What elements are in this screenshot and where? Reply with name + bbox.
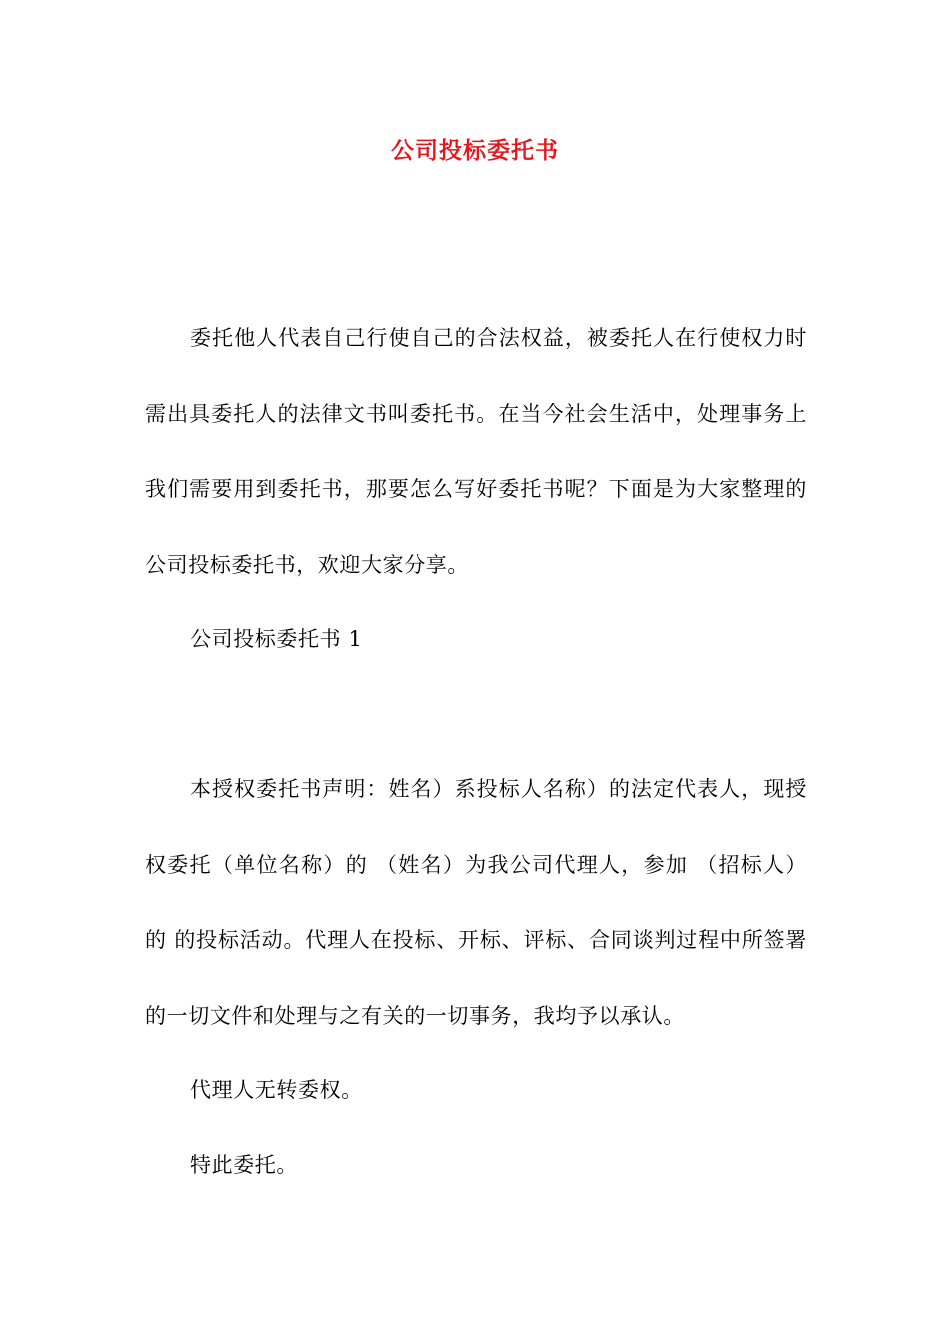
document-title: 公司投标委托书 xyxy=(391,138,559,164)
no-delegation-line: 代理人无转委权。 xyxy=(190,1078,363,1102)
section-heading: 公司投标委托书 1 xyxy=(190,627,363,651)
intro-paragraph: 委托他人代表自己行使自己的合法权益，被委托人在行使权力时需出具委托人的法律文书叫委托书。在当今社会生活中，处理事务上我们需要用到委托书，那要怎么写好委托书呢？下面是为大家整理的公司投标委托书，欢迎大家分享。 xyxy=(145,326,807,577)
body-paragraph: 本授权委托书声明：姓名）系投标人名称）的法定代表人，现授权委托（单位名称）的 （姓名）为我公司代理人，参加 （招标人）的 的投标活动。代理人在投标、开标、评标、合同谈判过程中所签署的一切文件和处理与之有关的一切事务，我均予以承认。 xyxy=(145,777,807,1028)
closing-line: 特此委托。 xyxy=(190,1153,298,1177)
